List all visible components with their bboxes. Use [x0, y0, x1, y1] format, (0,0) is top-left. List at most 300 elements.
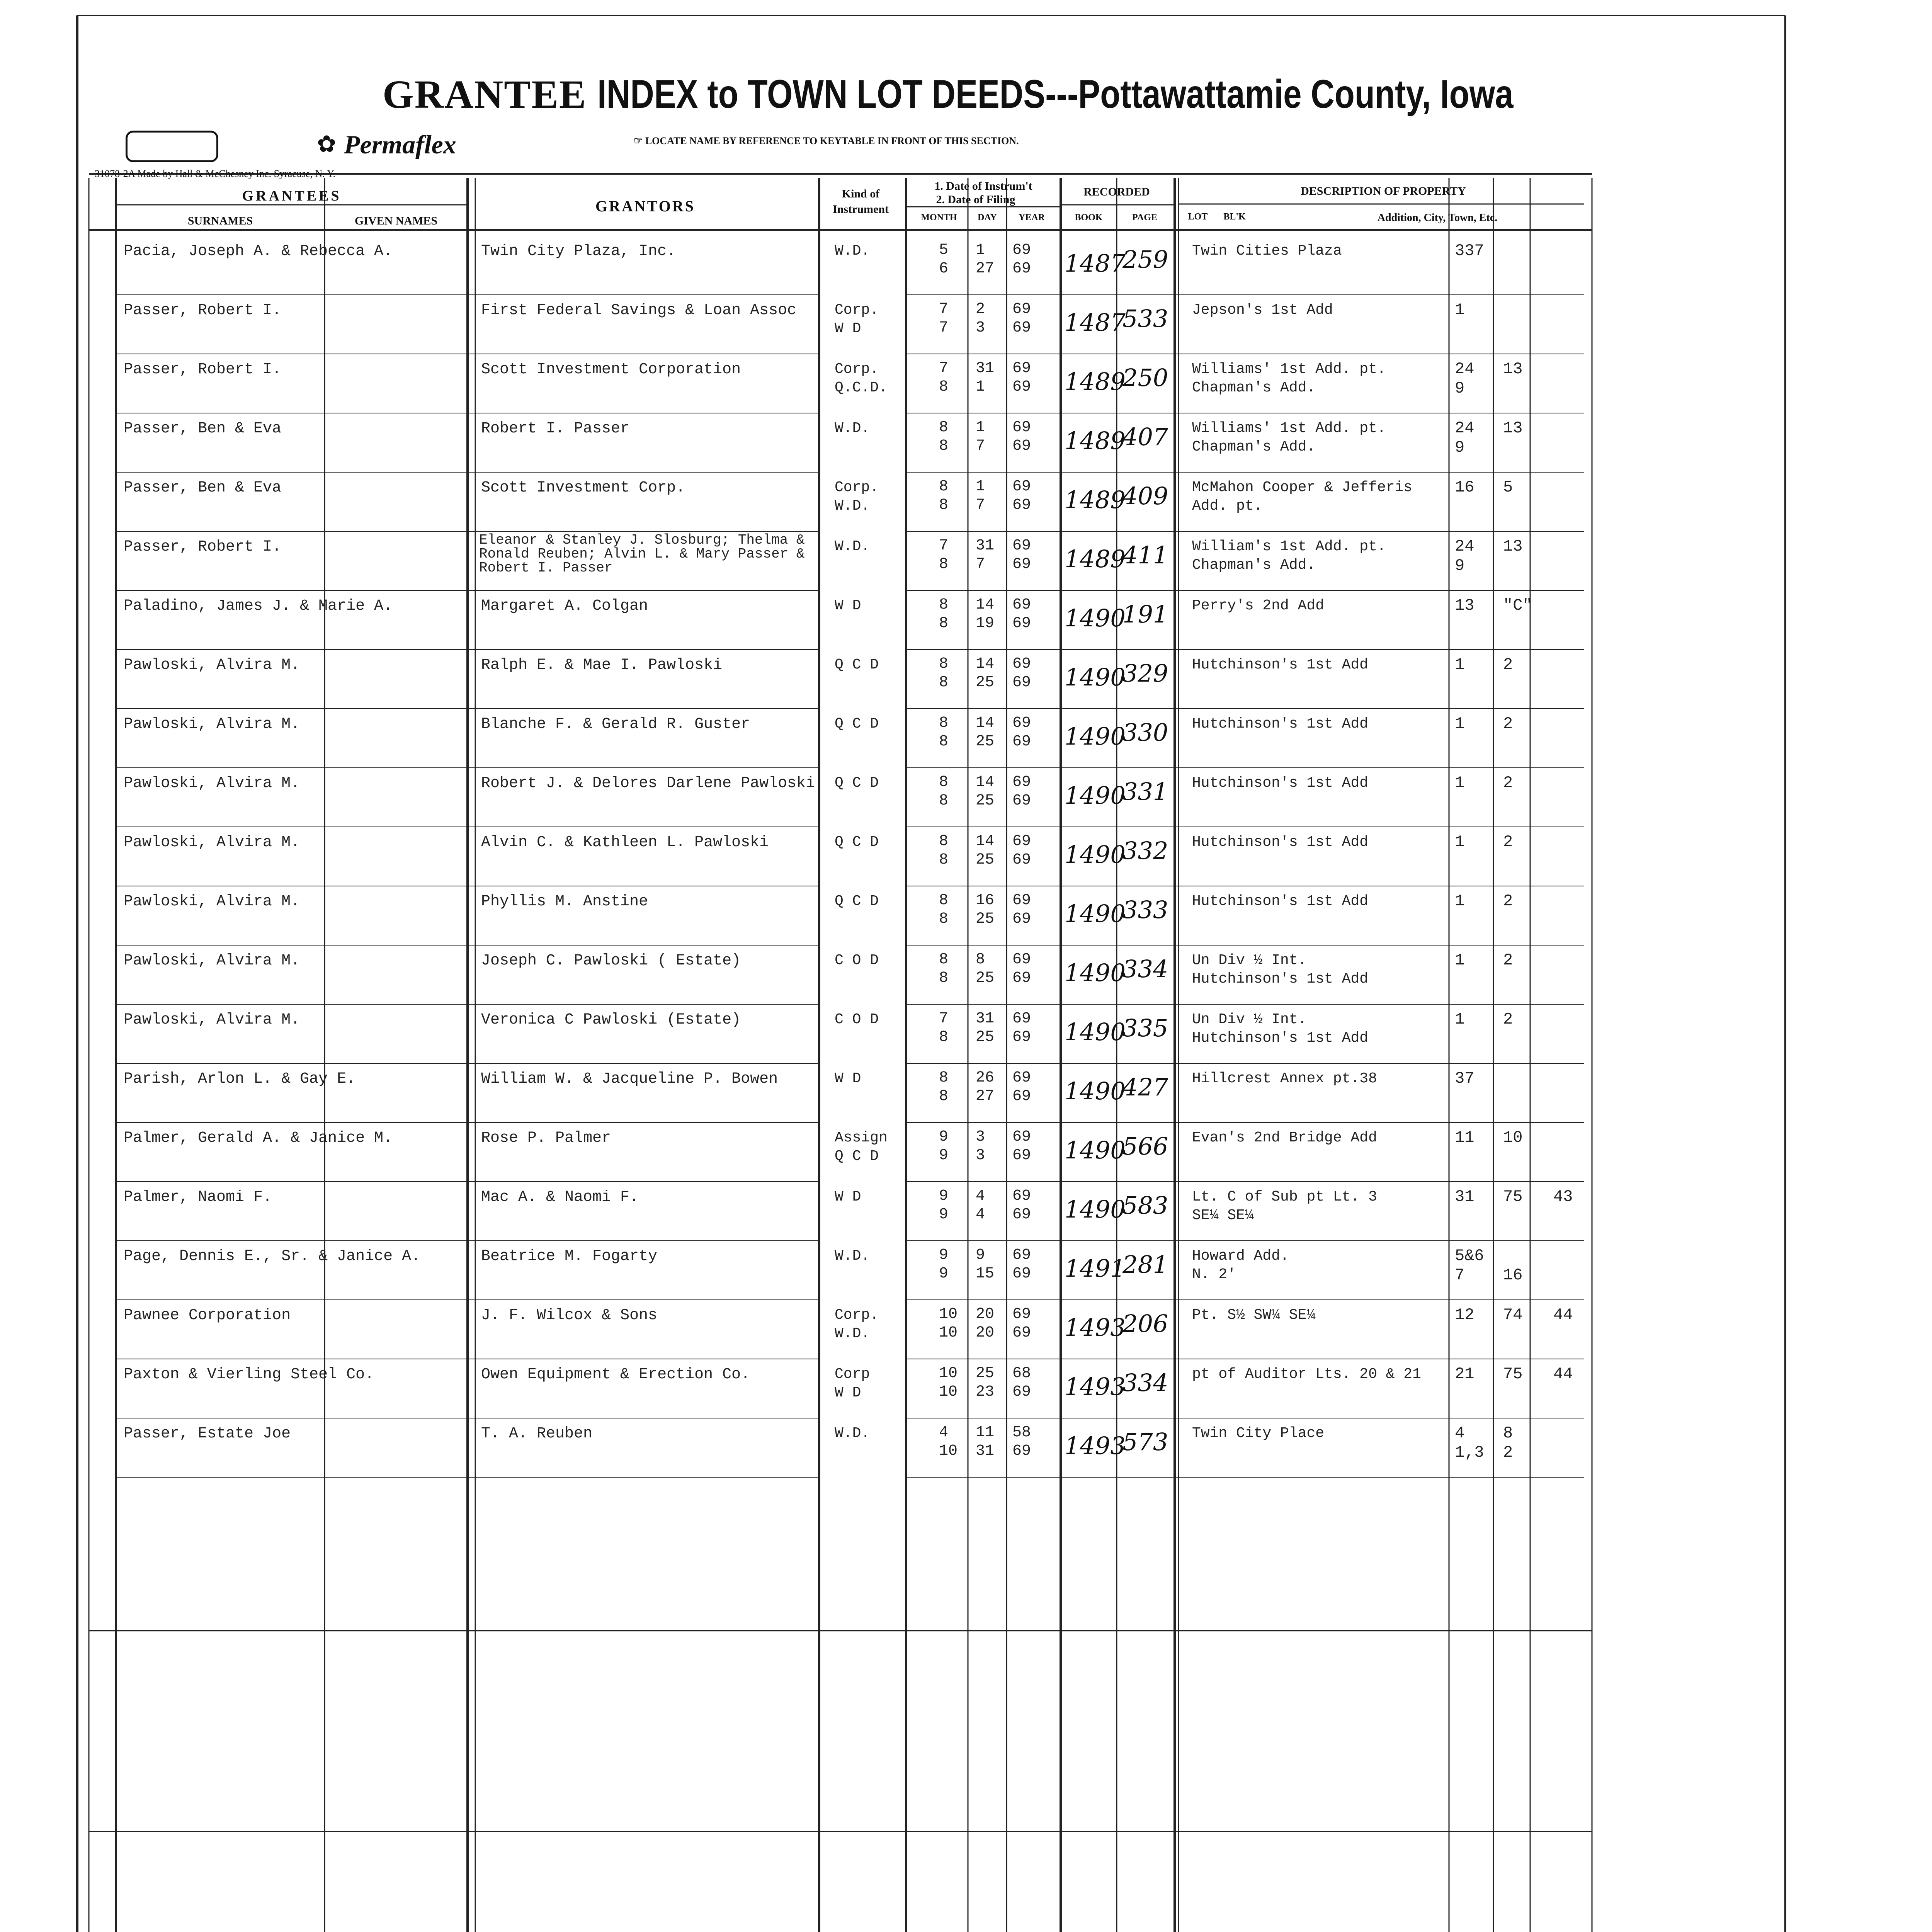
grantor-name: Rose P. Palmer: [481, 1129, 611, 1147]
recorded-page: 334: [1122, 1369, 1168, 1397]
recorded-book: 1489: [1065, 427, 1126, 455]
lot-number: 1,3: [1455, 1443, 1484, 1462]
title-rest: INDEX to TOWN LOT DEEDS---Pottawattamie County, Iowa: [597, 72, 1514, 117]
date-year: 69: [1012, 1247, 1031, 1264]
property-description: McMahon Cooper & Jefferis: [1192, 479, 1413, 496]
date-month: 8: [939, 497, 949, 514]
date-month: 8: [939, 774, 949, 791]
recorded-page: 191: [1122, 600, 1168, 628]
date-day: 3: [976, 319, 985, 337]
grantor-name: Alvin C. & Kathleen L. Pawloski: [481, 834, 769, 851]
date-day: 2: [976, 301, 985, 318]
date-header-1: 1. Date of Instrum't: [934, 180, 1032, 192]
grantor-name: First Federal Savings & Loan Assoc: [481, 302, 797, 319]
date-month: 8: [939, 714, 949, 732]
date-month: 8: [939, 478, 949, 495]
instrument-kind: W.D.: [835, 1425, 870, 1442]
date-day: 25: [976, 674, 995, 691]
date-day: 3: [976, 1147, 985, 1164]
date-month: 7: [939, 301, 949, 318]
grantee-name: Passer, Robert I.: [124, 538, 282, 556]
block-number: 5: [1503, 478, 1513, 497]
date-month: 8: [939, 1069, 949, 1087]
block-number: 75: [1503, 1187, 1523, 1206]
instrument-kind: W.D.: [835, 538, 870, 555]
instrument-kind: W D: [835, 1189, 861, 1205]
recorded-page: 329: [1122, 659, 1168, 687]
property-description: Williams' 1st Add. pt.: [1192, 420, 1386, 437]
date-day: 1: [976, 378, 985, 396]
date-year: 69: [1012, 1206, 1031, 1223]
date-year: 69: [1012, 1187, 1031, 1205]
lot-number: 9: [1455, 556, 1465, 575]
date-month: 10: [939, 1365, 958, 1382]
recorded-page: 583: [1122, 1191, 1168, 1219]
day-header: DAY: [978, 213, 997, 223]
date-day: 9: [976, 1247, 985, 1264]
property-description: Un Div ½ Int.: [1192, 952, 1307, 969]
date-year: 69: [1012, 1306, 1031, 1323]
lot-number: 24: [1455, 360, 1475, 378]
date-day: 8: [976, 951, 985, 968]
date-year: 69: [1012, 419, 1031, 436]
instrument-kind: Q C D: [835, 1148, 879, 1165]
date-day: 25: [976, 733, 995, 750]
property-description: Hutchinson's 1st Add: [1192, 716, 1369, 732]
grantee-name: Passer, Robert I.: [124, 302, 282, 319]
date-day: 15: [976, 1265, 995, 1282]
property-description: Perry's 2nd Add: [1192, 597, 1325, 614]
recorded-page: 331: [1122, 777, 1168, 806]
property-description: Jepson's 1st Add: [1192, 302, 1333, 318]
property-description: Chapman's Add.: [1192, 439, 1316, 455]
grantee-name: Paladino, James J. & Marie A.: [124, 597, 393, 615]
lot-number: 1: [1455, 951, 1465, 969]
grantor-name: Margaret A. Colgan: [481, 597, 648, 615]
date-day: 25: [976, 851, 995, 869]
lot-number: 13: [1455, 596, 1475, 615]
date-month: 8: [939, 378, 949, 396]
lot-number: 9: [1455, 379, 1465, 398]
grantor-name: Robert I. Passer: [481, 420, 630, 437]
property-description: Lt. C of Sub pt Lt. 3: [1192, 1189, 1377, 1205]
grantee-name: Palmer, Gerald A. & Janice M.: [124, 1129, 393, 1147]
grantor-name: Owen Equipment & Erection Co.: [481, 1366, 750, 1383]
date-year: 69: [1012, 378, 1031, 396]
date-year: 69: [1012, 1265, 1031, 1282]
lot-number: 37: [1455, 1069, 1475, 1088]
grantor-name: Twin City Plaza, Inc.: [481, 243, 676, 260]
date-year: 69: [1012, 1069, 1031, 1087]
date-year: 69: [1012, 833, 1031, 850]
kind-header-2: Instrument: [832, 203, 889, 216]
recorded-page: 334: [1122, 955, 1168, 983]
date-day: 14: [976, 655, 995, 673]
date-day: 25: [976, 1029, 995, 1046]
grantee-name: Passer, Ben & Eva: [124, 420, 282, 437]
instrument-kind: Assign: [835, 1129, 888, 1146]
given-names-header: GIVEN NAMES: [354, 214, 438, 227]
date-year: 69: [1012, 1442, 1031, 1460]
date-day: 7: [976, 437, 985, 455]
property-description: Hutchinson's 1st Add: [1192, 775, 1369, 791]
lot-header: LOT: [1188, 212, 1208, 222]
date-day: 4: [976, 1187, 985, 1205]
grantee-name: Paxton & Vierling Steel Co.: [124, 1366, 374, 1383]
lot-number: 9: [1455, 438, 1465, 457]
date-year: 69: [1012, 1324, 1031, 1342]
date-month: 10: [939, 1324, 958, 1342]
recorded-book: 1490: [1065, 722, 1126, 750]
date-day: 1: [976, 478, 985, 495]
lot-number: 337: [1455, 242, 1484, 260]
property-description: Add. pt.: [1192, 498, 1263, 514]
instrument-kind: Q C D: [835, 716, 879, 732]
description-header: DESCRIPTION OF PROPERTY: [1301, 185, 1466, 197]
date-year: 69: [1012, 892, 1031, 909]
block-number: 2: [1503, 833, 1513, 851]
date-month: 7: [939, 360, 949, 377]
lot-number: 24: [1455, 537, 1475, 556]
grantee-name: Palmer, Naomi F.: [124, 1189, 272, 1206]
property-description: Twin Cities Plaza: [1192, 243, 1342, 259]
date-year: 69: [1012, 910, 1031, 928]
recorded-page: 335: [1122, 1014, 1168, 1042]
lot-number: 24: [1455, 419, 1475, 437]
block-number: 2: [1503, 714, 1513, 733]
property-description: William's 1st Add. pt.: [1192, 538, 1386, 555]
block-number: 16: [1503, 1266, 1523, 1284]
locate-note: ☞ LOCATE NAME BY REFERENCE TO KEYTABLE IN FRONT OF THIS SECTION.: [634, 135, 1019, 146]
month-header: MONTH: [921, 213, 957, 223]
date-year: 69: [1012, 1383, 1031, 1401]
date-year: 69: [1012, 733, 1031, 750]
lot-number: 7: [1455, 1266, 1465, 1284]
block-number: 75: [1503, 1365, 1523, 1383]
grantor-name: William W. & Jacqueline P. Bowen: [481, 1070, 778, 1088]
property-description: Hutchinson's 1st Add: [1192, 656, 1369, 673]
block-number: 2: [1503, 774, 1513, 792]
date-month: 10: [939, 1442, 958, 1460]
instrument-kind: W.D.: [835, 243, 870, 259]
property-description: Pt. S½ SW¼ SE¼: [1192, 1307, 1316, 1323]
block-number: 2: [1503, 1010, 1513, 1029]
lot-number: 1: [1455, 833, 1465, 851]
lot-number: 12: [1455, 1306, 1475, 1324]
date-month: 9: [939, 1206, 949, 1223]
recorded-page: 250: [1122, 364, 1168, 392]
date-year: 69: [1012, 1128, 1031, 1146]
recorded-book: 1490: [1065, 781, 1126, 810]
instrument-kind: W.D.: [835, 420, 870, 437]
recorded-header: RECORDED: [1083, 185, 1150, 198]
date-month: 8: [939, 674, 949, 691]
instrument-kind: C O D: [835, 952, 879, 969]
page-header: PAGE: [1132, 213, 1157, 223]
date-month: 10: [939, 1306, 958, 1323]
section-number: 44: [1553, 1365, 1573, 1383]
recorded-book: 1490: [1065, 1195, 1126, 1223]
date-year: 58: [1012, 1424, 1031, 1441]
lot-number: 5&6: [1455, 1247, 1484, 1265]
date-year: 69: [1012, 1147, 1031, 1164]
recorded-page: 566: [1122, 1132, 1168, 1160]
date-month: 8: [939, 596, 949, 614]
grantor-name: Scott Investment Corporation: [481, 361, 741, 378]
recorded-page: 409: [1122, 482, 1168, 510]
date-month: 7: [939, 1010, 949, 1027]
date-year: 69: [1012, 478, 1031, 495]
date-year: 69: [1012, 437, 1031, 455]
grantor-name: Ralph E. & Mae I. Pawloski: [481, 656, 723, 674]
date-month: 8: [939, 892, 949, 909]
date-day: 20: [976, 1324, 995, 1342]
date-day: 23: [976, 1383, 995, 1401]
property-description: Un Div ½ Int.: [1192, 1011, 1307, 1028]
block-number: 13: [1503, 419, 1523, 437]
grantor-name: Eleanor & Stanley J. Slosburg; Thelma &: [479, 532, 805, 548]
grantors-header: GRANTORS: [595, 197, 695, 215]
recorded-book: 1490: [1065, 1018, 1126, 1046]
date-header-2: 2. Date of Filing: [936, 193, 1015, 206]
lot-number: 1: [1455, 714, 1465, 733]
grantee-name: Pawloski, Alvira M.: [124, 716, 300, 733]
date-year: 69: [1012, 242, 1031, 259]
property-description: Chapman's Add.: [1192, 379, 1316, 396]
date-day: 25: [976, 1365, 995, 1382]
grantee-name: Pawloski, Alvira M.: [124, 834, 300, 851]
recorded-page: 407: [1122, 423, 1168, 451]
instrument-kind: W D: [835, 320, 861, 337]
book-header: BOOK: [1075, 213, 1103, 223]
date-year: 69: [1012, 360, 1031, 377]
recorded-book: 1490: [1065, 604, 1126, 632]
recorded-book: 1493: [1065, 1372, 1126, 1401]
property-description: Hutchinson's 1st Add: [1192, 971, 1369, 987]
instrument-kind: W D: [835, 597, 861, 614]
date-month: 8: [939, 437, 949, 455]
date-year: 69: [1012, 951, 1031, 968]
date-day: 26: [976, 1069, 995, 1087]
date-day: 31: [976, 1010, 995, 1027]
date-month: 8: [939, 792, 949, 810]
instrument-kind: W.D.: [835, 1325, 870, 1342]
date-day: 14: [976, 596, 995, 614]
grantee-name: Pawnee Corporation: [124, 1307, 291, 1324]
date-day: 27: [976, 1088, 995, 1105]
date-day: 3: [976, 1128, 985, 1146]
property-description: Howard Add.: [1192, 1248, 1289, 1264]
recorded-page: 427: [1122, 1073, 1168, 1101]
instrument-kind: Corp.: [835, 1307, 879, 1323]
year-header: YEAR: [1018, 213, 1045, 223]
grantee-name: Pawloski, Alvira M.: [124, 1011, 300, 1029]
date-month: 9: [939, 1265, 949, 1282]
page-title: [383, 71, 1714, 117]
date-month: 8: [939, 910, 949, 928]
date-day: 31: [976, 360, 995, 377]
date-year: 69: [1012, 497, 1031, 514]
instrument-kind: W.D.: [835, 498, 870, 514]
block-number: 13: [1503, 537, 1523, 556]
date-month: 8: [939, 833, 949, 850]
recorded-page: 332: [1122, 837, 1168, 865]
grantor-name: Ronald Reuben; Alvin L. & Mary Passer &: [479, 546, 805, 562]
date-month: 8: [939, 1029, 949, 1046]
recorded-book: 1489: [1065, 545, 1126, 573]
date-month: 8: [939, 969, 949, 987]
kind-header-1: Kind of: [842, 187, 880, 200]
date-month: 6: [939, 260, 949, 277]
grantor-name: Beatrice M. Fogarty: [481, 1248, 658, 1265]
date-day: 1: [976, 419, 985, 436]
date-year: 69: [1012, 714, 1031, 732]
block-number: 10: [1503, 1128, 1523, 1147]
lot-number: 1: [1455, 655, 1465, 674]
lot-number: 11: [1455, 1128, 1475, 1147]
date-day: 25: [976, 969, 995, 987]
date-month: 9: [939, 1147, 949, 1164]
block-number: 2: [1503, 1443, 1513, 1462]
instrument-kind: Corp: [835, 1366, 870, 1383]
date-year: 69: [1012, 556, 1031, 573]
date-month: 9: [939, 1128, 949, 1146]
date-year: 69: [1012, 1029, 1031, 1046]
block-number: 74: [1503, 1306, 1523, 1324]
lot-number: 1: [1455, 892, 1465, 910]
recorded-book: 1490: [1065, 840, 1126, 869]
date-day: 19: [976, 615, 995, 632]
date-month: 8: [939, 615, 949, 632]
property-description: Hillcrest Annex pt.38: [1192, 1070, 1377, 1087]
property-description: Williams' 1st Add. pt.: [1192, 361, 1386, 378]
recorded-book: 1490: [1065, 959, 1126, 987]
date-month: 8: [939, 556, 949, 573]
lot-number: 21: [1455, 1365, 1475, 1383]
grantor-name: Mac A. & Naomi F.: [481, 1189, 639, 1206]
date-year: 69: [1012, 674, 1031, 691]
grantee-name: Passer, Robert I.: [124, 361, 282, 378]
lot-number: 31: [1455, 1187, 1475, 1206]
date-year: 69: [1012, 537, 1031, 554]
date-year: 69: [1012, 596, 1031, 614]
date-month: 8: [939, 1088, 949, 1105]
date-month: 8: [939, 951, 949, 968]
date-month: 8: [939, 733, 949, 750]
property-description: SE¼ SE¼: [1192, 1207, 1254, 1224]
recorded-book: 1487: [1065, 308, 1126, 337]
property-description: Hutchinson's 1st Add: [1192, 834, 1369, 850]
date-year: 69: [1012, 1010, 1031, 1027]
lot-number: 16: [1455, 478, 1475, 497]
date-year: 69: [1012, 615, 1031, 632]
lot-number: 4: [1455, 1424, 1465, 1442]
recorded-page: 330: [1122, 718, 1168, 747]
date-year: 69: [1012, 260, 1031, 277]
grantees-header: GRANTEES: [242, 188, 342, 204]
property-description: Hutchinson's 1st Add: [1192, 893, 1369, 910]
date-day: 31: [976, 1442, 995, 1460]
recorded-book: 1490: [1065, 1077, 1126, 1105]
brand-name: Permaflex: [344, 130, 456, 159]
date-year: 69: [1012, 1088, 1031, 1105]
recorded-page: 333: [1122, 896, 1168, 924]
grantor-name: Veronica C Pawloski (Estate): [481, 1011, 741, 1029]
recorded-page: 573: [1122, 1428, 1168, 1456]
instrument-kind: W D: [835, 1384, 861, 1401]
grantor-name: Phyllis M. Anstine: [481, 893, 648, 910]
grantor-name: Scott Investment Corp.: [481, 479, 685, 497]
date-month: 4: [939, 1424, 949, 1441]
instrument-kind: Q.C.D.: [835, 379, 888, 396]
recorded-book: 1493: [1065, 1313, 1126, 1342]
recorded-book: 1489: [1065, 486, 1126, 514]
date-day: 16: [976, 892, 995, 909]
property-description: Twin City Place: [1192, 1425, 1325, 1442]
grantee-name: Parish, Arlon L. & Gay E.: [124, 1070, 356, 1088]
date-day: 31: [976, 537, 995, 554]
instrument-kind: Corp.: [835, 361, 879, 378]
date-month: 8: [939, 655, 949, 673]
recorded-page: 206: [1122, 1310, 1168, 1338]
block-number: 2: [1503, 892, 1513, 910]
title-grantee: GRANTEE: [383, 72, 587, 117]
date-day: 25: [976, 910, 995, 928]
lot-number: 1: [1455, 301, 1465, 319]
instrument-kind: Q C D: [835, 834, 879, 850]
date-year: 69: [1012, 655, 1031, 673]
property-description: Chapman's Add.: [1192, 557, 1316, 573]
grantor-name: Blanche F. & Gerald R. Guster: [481, 716, 750, 733]
surnames-header: SURNAMES: [187, 214, 253, 227]
lot-number: 1: [1455, 774, 1465, 792]
grantor-name: Robert J. & Delores Darlene Pawloski: [481, 775, 815, 792]
instrument-kind: W D: [835, 1070, 861, 1087]
grantee-name: Pacia, Joseph A. & Rebecca A.: [124, 243, 393, 260]
date-month: 9: [939, 1187, 949, 1205]
block-number: 2: [1503, 655, 1513, 674]
brand-logo-icon: ✿: [317, 131, 337, 157]
instrument-kind: Q C D: [835, 775, 879, 791]
date-day: 7: [976, 497, 985, 514]
date-day: 20: [976, 1306, 995, 1323]
instrument-kind: C O D: [835, 1011, 879, 1028]
instrument-kind: Q C D: [835, 893, 879, 910]
date-month: 7: [939, 537, 949, 554]
grantee-name: Passer, Estate Joe: [124, 1425, 291, 1442]
date-day: 25: [976, 792, 995, 810]
date-year: 68: [1012, 1365, 1031, 1382]
grantee-name: Passer, Ben & Eva: [124, 479, 282, 497]
date-month: 8: [939, 851, 949, 869]
date-day: 14: [976, 833, 995, 850]
date-month: 5: [939, 242, 949, 259]
date-year: 69: [1012, 301, 1031, 318]
block-number: 13: [1503, 360, 1523, 378]
date-month: 9: [939, 1247, 949, 1264]
date-day: 4: [976, 1206, 985, 1223]
printer-imprint: 31078-2A Made by Hall & McChesney Inc. Syracuse, N. Y.: [95, 168, 336, 179]
recorded-book: 1490: [1065, 900, 1126, 928]
date-day: 7: [976, 556, 985, 573]
block-number: "C": [1503, 596, 1532, 615]
grantee-name: Page, Dennis E., Sr. & Janice A.: [124, 1248, 421, 1265]
instrument-kind: Q C D: [835, 656, 879, 673]
instrument-kind: Corp.: [835, 479, 879, 496]
recorded-book: 1487: [1065, 249, 1126, 277]
lot-number: 1: [1455, 1010, 1465, 1029]
grantee-name: Pawloski, Alvira M.: [124, 893, 300, 910]
